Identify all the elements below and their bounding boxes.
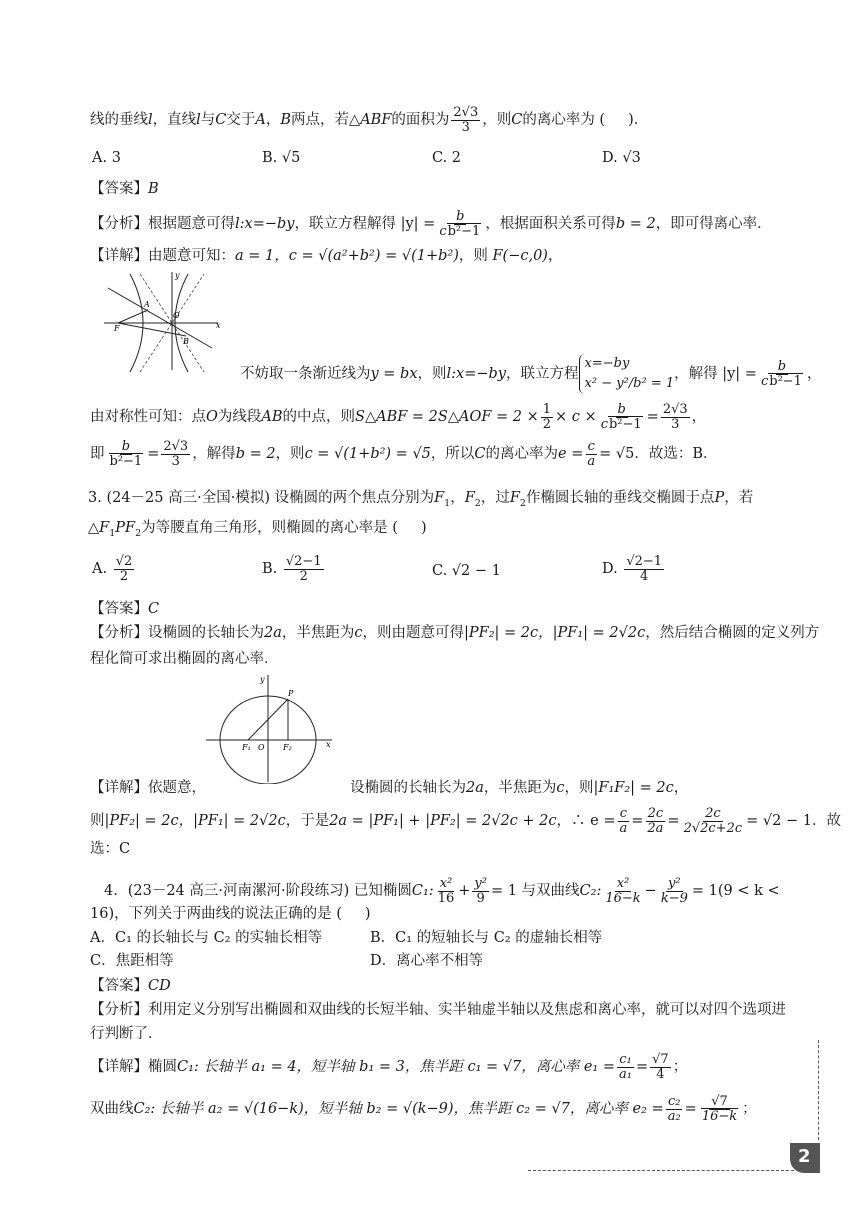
q2-answer: 【答案】B <box>90 181 159 197</box>
q4-stem-line2: 16)，下列关于两曲线的说法正确的是 ( ) <box>90 906 371 922</box>
q4-stem-line1: 4．(23－24 高三·河南漯河·阶段练习) 已知椭圆C₁: $\frac{\text{x²}}{16}$ + $\frac{\text{y²}}{9}$ = 1 与双曲线C₂: $\frac{\text{x²}}{16-k}$ − $\frac{\text{y²}}{k-9}$ = 1(9 < k < <box>104 876 780 906</box>
q3-detail-line1: 【详解】依题意， <box>90 780 206 796</box>
q2-detail-line3: 由对称性可知：点O为线段AB的中点，则S△ABF = 2S△AOF = 2 × $\frac{1}{2}$ × c × $\frac{b}{\text{cb²−1}}$ = $\frac{2√3}{3}$ ， <box>90 402 707 432</box>
q4-option-b[interactable]: B．C₁ 的短轴长与 C₂ 的虚轴长相等 <box>370 930 603 946</box>
q2-detail-line1: 【详解】由题意可知：a = 1，c = √(a²+b²) = √(1+b²)，则 F(−c,0)， <box>90 248 563 264</box>
equation-system: x=−by x² − y²/b² = 1 <box>579 354 675 394</box>
q3-option-b[interactable]: B. $\frac{√2-1}{2}$ <box>262 554 322 584</box>
q4-option-c[interactable]: C．焦距相等 <box>90 953 174 969</box>
right-dashed-rule <box>818 1040 819 1140</box>
q2-detail-line2: 不妨取一条渐近线为y = bx，则l:x=−by，联立方程x=−by x² − y²/b² = 1，解得 |y| = $\frac{b}{\text{cb²−1}}$ ， <box>240 354 821 394</box>
q3-option-a[interactable]: A. $\frac{√2}{2}$ <box>92 554 133 584</box>
q3-analysis-line2: 程化简可求出椭圆的离心率． <box>90 651 279 667</box>
hyperbola-figure <box>100 268 230 373</box>
q2-stem: 线的垂线l，直线l与C交于A，B两点，若△ABF的面积为 $\frac{2√3}{3}$ ，则C的离心率为 ( )． <box>90 105 649 135</box>
svg-text:B: B <box>183 337 189 346</box>
q2-option-b[interactable]: B. √5 <box>262 150 301 166</box>
q2-detail-line4: 即 $\frac{b}{\text{b²−1}}$ = $\frac{2√3}{3}$ ，解得b = 2，则c = √(1+b²) = √5，所以C的离心率为e = $\frac{c}{a}$ = √5．故选：B． <box>90 439 718 469</box>
svg-text:x: x <box>326 740 331 749</box>
q4-analysis-line2: 行判断了． <box>90 1026 163 1042</box>
svg-text:x: x <box>216 321 221 330</box>
q4-answer: 【答案】CD <box>90 978 171 994</box>
q4-option-d[interactable]: D．离心率不相等 <box>370 953 484 969</box>
q4-option-a[interactable]: A．C₁ 的长轴长与 C₂ 的实轴长相等 <box>90 930 323 946</box>
q2-option-c[interactable]: C. 2 <box>432 150 462 166</box>
q3-detail-line3: 选：C <box>90 841 131 857</box>
q3-answer: 【答案】C <box>90 601 160 617</box>
svg-text:O: O <box>258 743 265 752</box>
svg-text:F: F <box>114 324 120 333</box>
q3-detail-line1b: 设椭圆的长轴长为2a，半焦距为c，则|F₁F₂| = 2c， <box>350 780 689 796</box>
svg-text:F₁: F₁ <box>242 743 251 752</box>
q2-analysis: 【分析】根据题意可得l:x=−by，联立方程解得 |y| = $\frac{b}{\text{cb²−1}}$ ，根据面积关系可得b = 2，即可得离心率． <box>90 209 772 239</box>
q4-detail-line2: 双曲线C₂: 长轴半 a₂ = √(16−k)，短半轴 b₂ = √(k−9)，焦半距 c₂ = √7，离心率 e₂ = $\frac{\text{c₂}}{\text{a₂}}$ = $\frac{√7}{16-k}$ ； <box>90 1094 757 1124</box>
ellipse-figure <box>204 672 336 784</box>
svg-text:F₂: F₂ <box>283 743 292 752</box>
svg-text:y: y <box>260 675 265 684</box>
svg-text:P: P <box>288 689 294 698</box>
svg-text:O: O <box>173 311 180 320</box>
area-fraction: $\frac{2√3}{3}$ <box>453 105 479 135</box>
q3-stem-line2: $\triangle F_1PF_2$为等腰直角三角形，则椭圆的离心率是 ( ) <box>88 520 427 539</box>
q4-detail-line1: 【详解】椭圆C₁: 长轴半 a₁ = 4，短半轴 b₁ = 3，焦半距 c₁ = √7，离心率 e₁ = $\frac{\text{c₁}}{\text{a₁}}$ = $\frac{√7}{4}$ ； <box>90 1052 688 1082</box>
q2-option-a[interactable]: A. 3 <box>92 150 121 166</box>
bottom-dashed-rule <box>528 1170 794 1171</box>
page-number-badge <box>790 1143 820 1173</box>
svg-text:y: y <box>175 271 180 280</box>
q3-stem-line1: 3. (24－25 高三·全国·模拟) 设椭圆的两个焦点分别为$F_1$，$F_2$，过$F_2$作椭圆长轴的垂线交椭圆于点P，若 <box>88 490 754 509</box>
q3-option-c[interactable]: C. √2 − 1 <box>432 563 501 579</box>
q4-analysis-line1: 【分析】利用定义分别写出椭圆和双曲线的长短半轴、实半轴虚半轴以及焦虑和离心率，就可以对四个选项进 <box>90 1002 786 1018</box>
page-number: 2 <box>798 1146 811 1167</box>
svg-text:A: A <box>144 300 150 309</box>
q3-detail-line2: 则|PF₂| = 2c，|PF₁| = 2√2c，于是2a = |PF₁| + |PF₂| = 2√2c + 2c，∴ e = $\frac{c}{a}$ = $\frac{2c}{2a}$ = $\frac{2c}{2√2c+2c}$ = √2 − 1．故 <box>90 806 841 836</box>
q3-analysis-line1: 【分析】设椭圆的长轴长为2a，半焦距为c，则由题意可得|PF₂| = 2c，|PF₁| = 2√2c，然后结合椭圆的定义列方 <box>90 625 820 641</box>
q2-option-d[interactable]: D. √3 <box>602 150 641 166</box>
q3-option-d[interactable]: D. $\frac{√2-1}{4}$ <box>602 554 663 584</box>
